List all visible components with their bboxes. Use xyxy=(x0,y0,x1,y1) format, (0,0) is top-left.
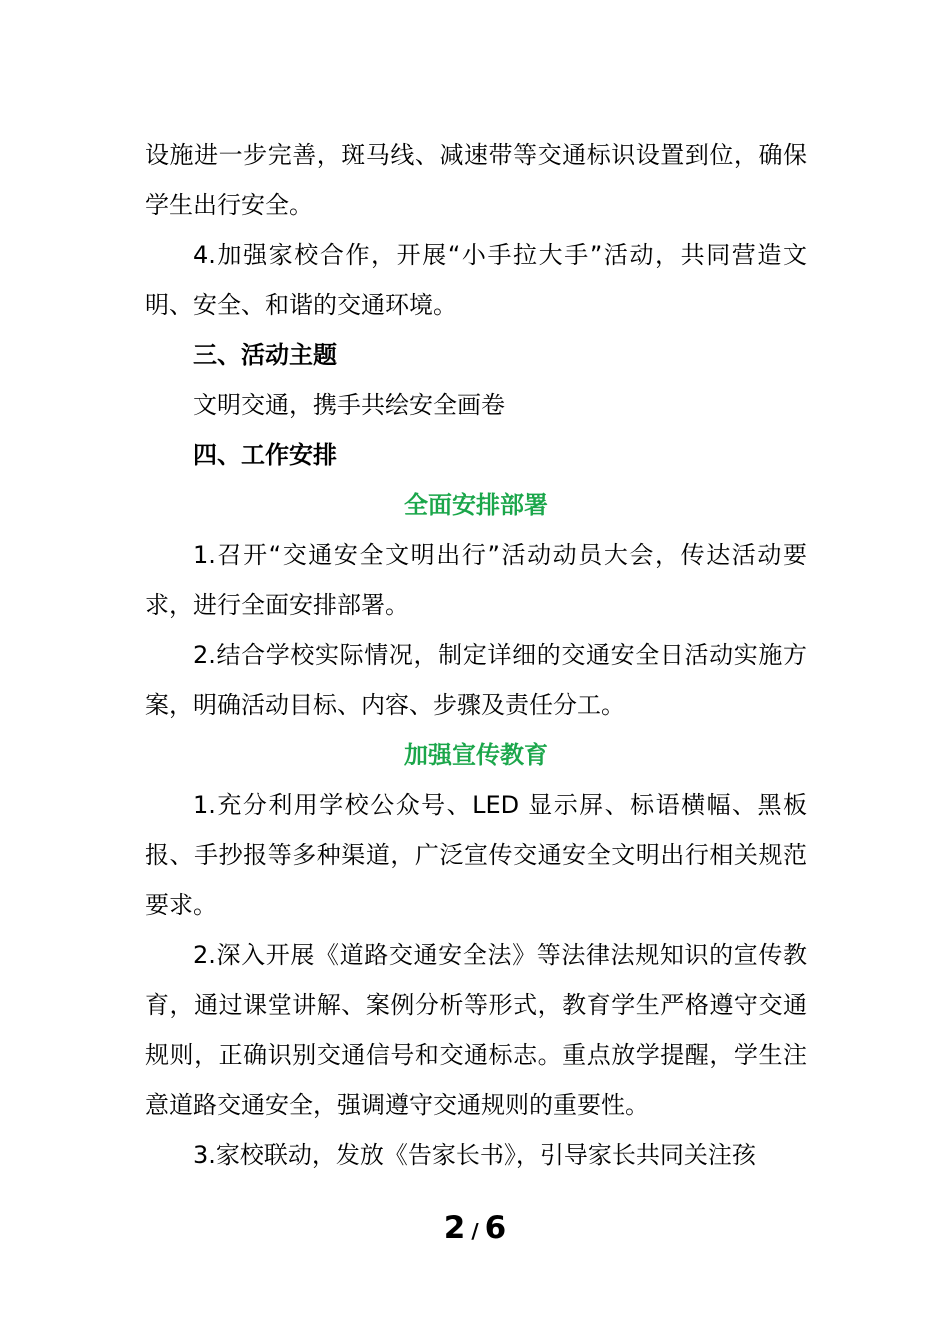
page-number xyxy=(0,1204,950,1255)
page-number-current: 2 xyxy=(443,1210,466,1246)
paragraph-home-school-cooperation: 4.加强家校合作，开展“小手拉大手”活动，共同营造文明、安全、和谐的交通环境。 xyxy=(145,241,807,319)
subheading-overall-deployment: 全面安排部署 xyxy=(404,491,548,519)
paragraph-family-school-linkage: 3.家校联动，发放《告家长书》，引导家长共同关注孩 xyxy=(193,1141,756,1169)
paragraph-activity-theme: 文明交通，携手共绘安全画卷 xyxy=(193,391,505,419)
subheading-publicity-education: 加强宣传教育 xyxy=(404,741,548,769)
paragraph-law-education: 2.深入开展《道路交通安全法》等法律法规知识的宣传教育，通过课堂讲解、案例分析等形式，教育学生严格遵守交通规则，正确识别交通信号和交通标志。重点放学提醒，学生注意道路交通安全，强调遵守交通规则的重要性。 xyxy=(145,941,807,1119)
page-number-separator: / xyxy=(471,1219,479,1243)
heading-activity-theme: 三、活动主题 xyxy=(193,341,337,369)
paragraph-mobilization-meeting: 1.召开“交通安全文明出行”活动动员大会，传达活动要求，进行全面安排部署。 xyxy=(145,541,807,619)
page-number-total: 6 xyxy=(484,1210,507,1246)
paragraph-publicity-channels: 1.充分利用学校公众号、LED 显示屏、标语横幅、黑板报、手抄报等多种渠道，广泛宣传交通安全文明出行相关规范要求。 xyxy=(145,791,807,919)
paragraph-implementation-plan: 2.结合学校实际情况，制定详细的交通安全日活动实施方案，明确活动目标、内容、步骤及责任分工。 xyxy=(145,641,807,719)
document-body xyxy=(145,130,807,1180)
heading-work-arrangement: 四、工作安排 xyxy=(193,441,337,469)
paragraph-facilities: 设施进一步完善，斑马线、减速带等交通标识设置到位，确保学生出行安全。 xyxy=(145,141,807,219)
